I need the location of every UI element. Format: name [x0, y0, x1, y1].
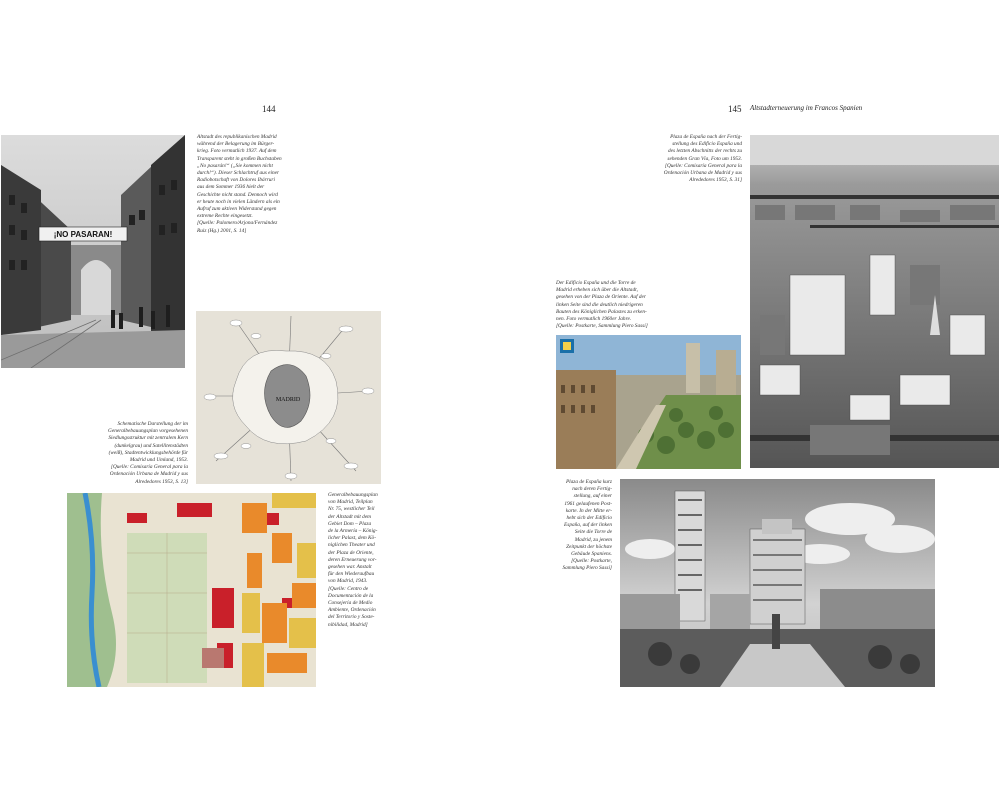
running-head: Altstadterneuerung im Francos Spanien [750, 104, 863, 112]
schematic-satellite-map [196, 311, 381, 484]
caption-plaza-espana-aerial: Plaza de España nach der Fertig- stellung des Edificio España und des letzten Abschnitts der rechts zu sehenden Gran Vía, Foto um 1953. [Quelle: Comisaría General para la Ordenación Urbana de Madrid y sus Alrededores 1953, S. 31] [663, 134, 742, 184]
caption-edificio-torre: Der Edificio España und die Torre de Madrid erheben sich über die Altstadt, gesehen von der Plaza de Oriente. Auf der linken Seite sind die deutlich niedrigeren Bauten des Königlichen Palastes zu erken- nen. Foto vermutlich 1960er Jahre. [Quelle: Postkarte, Sammlung Piero Sassi] [556, 280, 648, 330]
caption-no-pasaran: Altstadt des republikanischen Madrid während der Belagerung im Bürger- krieg. Foto vermutlich 1937. Auf dem Transparent steht in großen Buchstaben „No pasarán!“ („Sie kommen nicht durch!“). Dieser Schlachtruf aus einer Radiobotschaft von Dolores Ibárruri aus dem Sommer 1936 hielt der Geschichte nicht stand. Dennoch wird er heute noch in vielen Ländern als ein Aufruf zum aktiven Widerstand gegen extreme Rechte eingesetzt. [Quelle: Palomero/Arjona/Fernández Ruiz (Hg.) 2001, S. 14] [197, 134, 282, 234]
general-plan-map [67, 493, 316, 687]
photo-plaza-espana-postcard [620, 479, 935, 687]
page-number-right: 145 [728, 104, 742, 114]
page-number-left: 144 [262, 104, 276, 114]
postcard-plaza-oriente [556, 335, 741, 469]
banner-text: ¡NO PASARAN! [53, 230, 113, 239]
map-city-label: MADRID [275, 397, 301, 403]
caption-schematic: Schematische Darstellung der im Generalbebauungsplan vorgesehenen Siedlungsstruktur mit zentralem Kern (dunkelgrau) und Satellitenstädten (weiß), Stadtentwicklungsbehörde für Madrid und Umland, 1953. [Quelle: Comisaría General para la Ordenación Urbana de Madrid y sus Alrededores 1953, S. 13] [108, 421, 188, 485]
photo-plaza-espana-aerial [750, 135, 999, 468]
photo-no-pasaran-street [1, 135, 185, 368]
caption-general-plan: Generalbebauungsplan von Madrid, Teilplan Nr. 75, westlicher Teil der Altstadt mit dem Gebiet Dom – Plaza de la Armería – König- licher Palast, dem Kö- niglichen Theater und der Plaza de Oriente, deren Erneuerung vor- gesehen war. Anstalt für den Wiederaufbau von Madrid, 1943. [Quelle: Centro de Documentación de la Consejería de Medio Ambiente, Ordenación del Territorio y Soste- nibilidad, Madrid] [328, 492, 378, 628]
caption-plaza-espana-postcard: Plaza de España kurz nach deren Fertig- stellung, auf einer 1961 gelaufenen Post- karte. In der Mitte er- hebt sich der Edificio España, auf der linken Seite die Torre de Madrid, zu jenem Zeitpunkt der höchste Gebäude Spaniens. [Quelle: Postkarte, Sammlung Piero Sassi] [562, 479, 612, 572]
